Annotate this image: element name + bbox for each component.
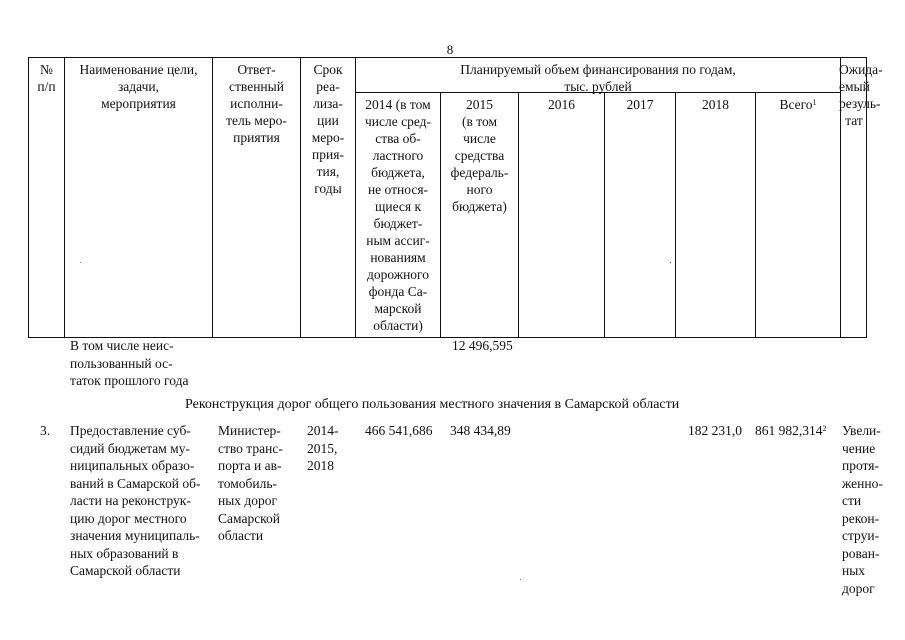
header-num-line: № <box>40 62 53 77</box>
unused-balance-line: таток прошлого года <box>70 373 189 388</box>
unused-balance-line: В том числе неис- <box>70 338 174 353</box>
header-2014-line: не относя- <box>367 182 429 197</box>
item-name-line: Предоставление суб- <box>70 423 191 438</box>
item-result-line: рекон- <box>842 510 880 526</box>
header-2015-line: 2015 <box>466 97 493 112</box>
header-plan <box>355 61 841 95</box>
header-2014 <box>355 96 441 334</box>
header-2014-line: бюджета, <box>371 165 425 180</box>
unused-balance-line: пользованный ос- <box>70 355 173 371</box>
header-2014-line: области) <box>373 318 423 333</box>
header-2014-line: ства об- <box>375 131 421 146</box>
header-2015-line: числе <box>463 131 496 146</box>
item-executor <box>218 422 303 545</box>
header-2015-line: ного <box>466 182 493 197</box>
header-term-line: годы <box>314 181 342 196</box>
header-2016: 2016 <box>548 97 575 112</box>
header-executor-line: тель меро- <box>226 113 287 128</box>
item-executor-line: порта и ав- <box>218 458 282 473</box>
item-value-total <box>755 422 827 439</box>
header-2014-line: ластного <box>372 148 424 163</box>
header-term-line: тия, <box>316 164 340 179</box>
header-result-line: Ожида- <box>839 62 883 77</box>
scan-speck <box>670 262 671 263</box>
header-plan-line: тыс. рублей <box>564 79 632 94</box>
item-name-line: цию дорог местного <box>70 510 187 526</box>
item-name-line: ласти на реконструк- <box>70 493 191 508</box>
item-executor-line: ных дорог <box>218 493 278 508</box>
header-executor-line: ственный <box>229 79 284 94</box>
header-term-line: прия- <box>312 147 344 162</box>
header-term-line: реа- <box>316 79 340 94</box>
col-border-7 <box>604 92 605 338</box>
item-term-line: 2014- <box>307 423 339 438</box>
item-result-line: Увели- <box>842 423 881 438</box>
header-2014-line: бюджет- <box>373 216 423 231</box>
item-executor-line: Министер- <box>218 423 281 438</box>
section-title: Реконструкция дорог общего пользования местного значения в Самарской области <box>185 397 680 412</box>
item-name-line: ниципальных образо- <box>70 458 195 473</box>
header-2014-line: дорожного <box>366 267 430 282</box>
header-result-line: емый <box>839 79 870 94</box>
header-2015-line: федераль- <box>450 165 509 180</box>
header-term-line: меро- <box>311 130 345 145</box>
header-name-line: задачи, <box>117 79 160 94</box>
item-result-line: сти <box>842 493 862 508</box>
item-name-line: ных образований в <box>70 545 179 561</box>
header-term <box>300 61 356 197</box>
header-executor <box>212 61 301 146</box>
header-2018: 2018 <box>702 97 729 112</box>
table-top-border <box>28 57 866 58</box>
item-term <box>307 422 357 475</box>
item-result-line: дорог <box>842 580 875 596</box>
header-total <box>755 96 841 113</box>
item-value-2018: 182 231,0 <box>688 423 742 438</box>
unused-balance-label <box>70 337 220 390</box>
header-2015-line: бюджета) <box>452 199 507 214</box>
item-value-2015: 348 434,89 <box>450 423 511 438</box>
item-result-line: рован- <box>842 545 880 561</box>
header-2014-line: марской <box>374 301 422 316</box>
item-name-line: сидий бюджетам му- <box>70 440 190 456</box>
header-2014-line: числе сред- <box>364 114 432 129</box>
header-executor-line: исполни- <box>230 96 283 111</box>
item-name-line: ваний в Самарской об- <box>70 475 201 491</box>
item-result-line: чение <box>842 440 876 456</box>
item-executor-line: томобиль- <box>218 475 277 491</box>
header-2014-line: 2014 (в том <box>365 97 431 112</box>
item-result-line: женно- <box>842 475 883 491</box>
header-result-line: резуль- <box>839 96 881 111</box>
header-2015 <box>440 96 519 215</box>
item-number: 3. <box>40 423 51 438</box>
unused-balance-2015: 12 496,595 <box>452 338 513 353</box>
page-number: 8 <box>446 42 454 57</box>
item-name-line: значения муниципаль- <box>70 528 200 543</box>
item-total-footnote: 2 <box>822 424 827 433</box>
header-name-line: Наименование цели, <box>79 62 198 77</box>
header-name <box>64 61 213 112</box>
header-2014-line: нованиям <box>370 250 426 265</box>
item-term-line: 2018 <box>307 458 334 473</box>
item-result <box>842 422 892 597</box>
header-executor-line: Ответ- <box>237 62 276 77</box>
header-total-footnote: 1 <box>812 98 817 107</box>
col-border-0 <box>28 57 29 338</box>
item-result-line: ных <box>842 563 866 578</box>
header-2017: 2017 <box>626 97 654 112</box>
header-2014-line: фонда Са- <box>368 284 428 299</box>
item-name-line: Самарской области <box>70 563 181 578</box>
header-2015-line: (в том <box>461 114 497 129</box>
header-2015-line: средства <box>454 148 505 163</box>
header-2014-line: щиеся к <box>374 199 422 214</box>
header-result <box>839 61 883 129</box>
header-2014-line: ным ассиг- <box>366 233 430 248</box>
header-name-line: мероприятия <box>101 96 176 111</box>
item-name <box>70 422 215 580</box>
item-value-total-text: 861 982,314 <box>755 423 823 438</box>
col-border-8 <box>675 92 676 338</box>
item-executor-line: ство транс- <box>218 440 283 456</box>
item-value-2014: 466 541,686 <box>365 423 433 438</box>
col-border-9 <box>755 92 756 338</box>
item-term-line: 2015, <box>307 440 338 456</box>
scan-speck <box>80 262 81 263</box>
header-plan-line: Планируемый объем финансирования по годам, <box>460 62 736 77</box>
header-executor-line: приятия <box>233 130 280 145</box>
header-term-line: лиза- <box>313 96 343 111</box>
header-num <box>28 61 65 95</box>
header-total-label: Всего <box>779 97 813 112</box>
item-result-line: струи- <box>842 528 880 543</box>
item-executor-line: Самарской <box>218 510 281 526</box>
item-result-line: протя- <box>842 458 879 473</box>
header-term-line: Срок <box>313 62 343 77</box>
header-num-line: п/п <box>37 79 56 94</box>
scan-speck <box>520 579 521 580</box>
header-result-line: тат <box>845 113 863 128</box>
item-executor-line: области <box>218 528 264 543</box>
header-term-line: ции <box>317 113 339 128</box>
